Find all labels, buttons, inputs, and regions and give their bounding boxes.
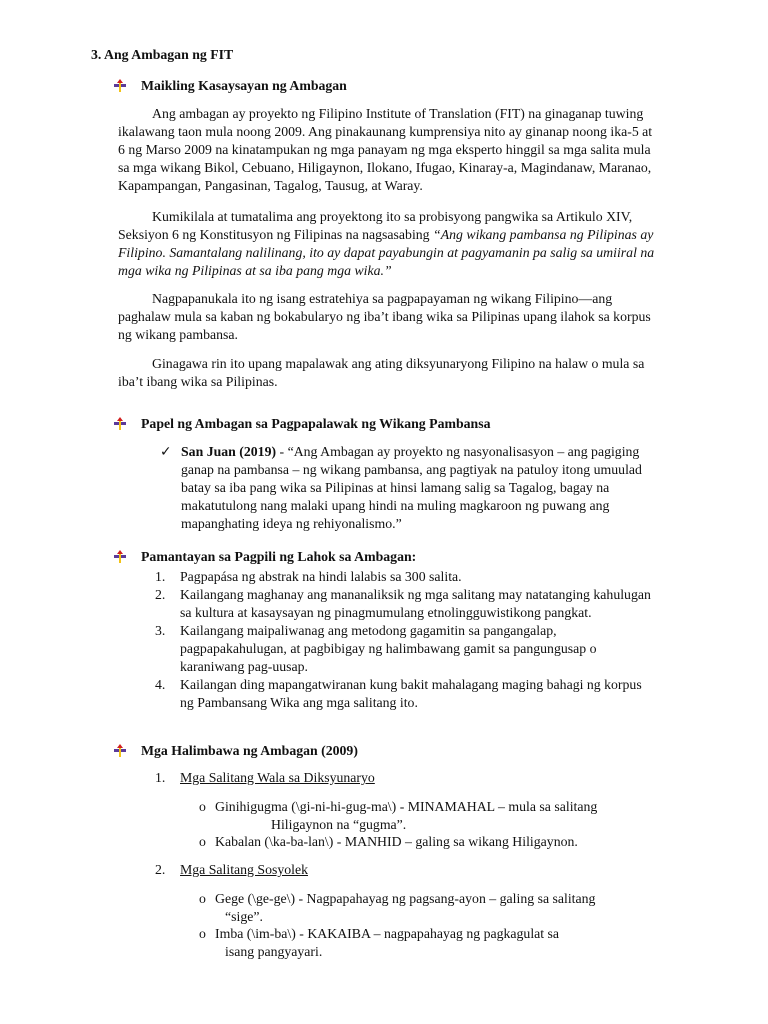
circle-bullet: o	[199, 926, 206, 941]
arrow-bullet-icon	[114, 79, 126, 92]
paragraph-plain-text: Kumikilala at tumatalima ang proyektong ito sa probisyong pangwika sa Artikulo XIV, Seksiyon 6 ng Konstitusyon ng Filipinas na nagsasabing	[118, 209, 633, 242]
example-line: Gege (\ge-ge\) - Nagpapahayag ng pagsang-ayon – galing sa salitang	[215, 891, 596, 906]
list-number: 3.	[155, 623, 166, 638]
sublist-title	[180, 861, 308, 879]
paragraph-text: Ginagawa rin ito upang mapalawak ang ating diksyunaryong Filipino na halaw o mula sa iba’t ibang wika sa Pilipinas.	[118, 356, 645, 389]
arrow-bullet-icon	[114, 550, 126, 563]
example-line: “sige”.	[225, 909, 263, 924]
sublist-title	[180, 769, 375, 787]
paragraph	[118, 208, 658, 280]
list-number: 4.	[155, 677, 166, 692]
paragraph	[118, 355, 658, 391]
example-line: Imba (\im-ba\) - KAKAIBA – nagpapahayag ng pagkagulat sa	[215, 926, 560, 941]
example-line: Kabalan (\ka-ba-lan\) - MANHID – galing sa wikang Hiligaynon.	[215, 834, 578, 849]
list-item	[155, 568, 655, 586]
list-item-text: Kailangang maipaliwanag ang metodong gagamitin sa pangangalap, pagpapakahulugan, at pagbibigay ng halimbawang gamit sa pangungusap o karaniwang pag-uusap.	[180, 623, 597, 674]
paragraph	[118, 105, 658, 195]
paragraph-text	[118, 208, 658, 280]
example-line: Ginihigugma (\gi-ni-hi-gug-ma\) - MINAMAHAL – mula sa salitang	[215, 799, 598, 814]
example-item	[215, 833, 665, 851]
circle-bullet: o	[199, 891, 206, 906]
sublist-number: 1.	[155, 770, 166, 785]
circle-bullet: o	[199, 799, 206, 814]
list-item-text: Kailangang maghanay ang mananaliksik ng mga salitang may natatanging kahulugan sa kultura at kasaysayan ng pinagmumulang etnolingguwistikong pangkat.	[180, 587, 651, 620]
subsection-title: Papel ng Ambagan sa Pagpapalawak ng Wikang Pambansa	[141, 416, 491, 431]
section-heading: 3. Ang Ambagan ng FIT	[91, 47, 234, 62]
arrow-bullet-icon	[114, 417, 126, 430]
example-item	[215, 798, 665, 834]
citation-quote: - “Ang Ambagan ay proyekto ng nasyonalisasyon – ang pagiging ganap na pambansa – ng wikang pambansa, ang pagtiyak na patuloy itong umuulad batay sa iba pang wika sa Pilipinas at hinsi lamang salig sa Tagalog, bagay na makatutulong nang malaki upang hindi na muling magkaroon ng puwang ang mapanghating ideya ng rehiyonalismo.”	[181, 444, 642, 531]
list-item	[155, 586, 655, 622]
example-line: isang pangyayari.	[225, 944, 323, 959]
paragraph	[118, 290, 658, 344]
list-number: 2.	[155, 587, 166, 602]
criteria-list	[155, 568, 655, 712]
list-item-text: Kailangan ding mapangatwiranan kung bakit mahalagang maging bahagi ng korpus ng Pambansang Wika ang mga salitang ito.	[180, 677, 642, 710]
circle-bullet: o	[199, 834, 206, 849]
checkmark-icon: ✓	[160, 444, 172, 460]
sublist-title-text: Mga Salitang Wala sa Diksyunaryo	[180, 770, 375, 785]
subsection-title: Mga Halimbawa ng Ambagan (2009)	[141, 743, 358, 758]
example-item	[215, 890, 665, 926]
example-line: Hiligaynon na “gugma”.	[271, 817, 407, 832]
example-item	[215, 925, 665, 961]
list-item-text: Pagpapása ng abstrak na hindi lalabis sa 300 salita.	[180, 569, 462, 584]
citation-author: San Juan (2019)	[181, 444, 277, 459]
list-number: 1.	[155, 569, 166, 584]
sublist-title-text: Mga Salitang Sosyolek	[180, 862, 308, 877]
subsection-title: Maikling Kasaysayan ng Ambagan	[141, 78, 347, 93]
paragraph-text: Ang ambagan ay proyekto ng Filipino Institute of Translation (FIT) na ginaganap tuwing ikalawang taon mula noong 2009. Ang pinakaunang kumprensiya nito ay ginanap noong ika-5 at 6 ng Marso 2009 na kinatampukan ng mga panayam ng mga eksperto hinggil sa mga salita mula sa mga wikang Bikol, Cebuano, Hiligaynon, Ilokano, Ifugao, Kinaray-a, Magindanaw, Maranao, Kapampangan, Pangasinan, Tagalog, Tausug, at Waray.	[118, 106, 653, 193]
citation-block	[181, 443, 671, 533]
arrow-bullet-icon	[114, 744, 126, 757]
subsection-title: Pamantayan sa Pagpili ng Lahok sa Ambagan:	[141, 549, 417, 564]
constitution-quote: “Ang wikang pambansa ng Pilipinas ay Filipino. Samantalang nalilinang, ito ay dapat payabungin at pagyamanin pa salig sa umiiral na mga wika ng Pilipinas at sa iba pang mga wika.”	[118, 227, 655, 278]
list-item	[155, 676, 655, 712]
paragraph-text: Nagpapanukala ito ng isang estratehiya sa pagpapayaman ng wikang Filipino—ang paghalaw mula sa kaban ng bokabularyo ng iba’t ibang wika sa Pilipinas upang ilahok sa korpus ng wikang pambansa.	[118, 291, 651, 342]
sublist-number: 2.	[155, 862, 166, 877]
list-item	[155, 622, 655, 676]
